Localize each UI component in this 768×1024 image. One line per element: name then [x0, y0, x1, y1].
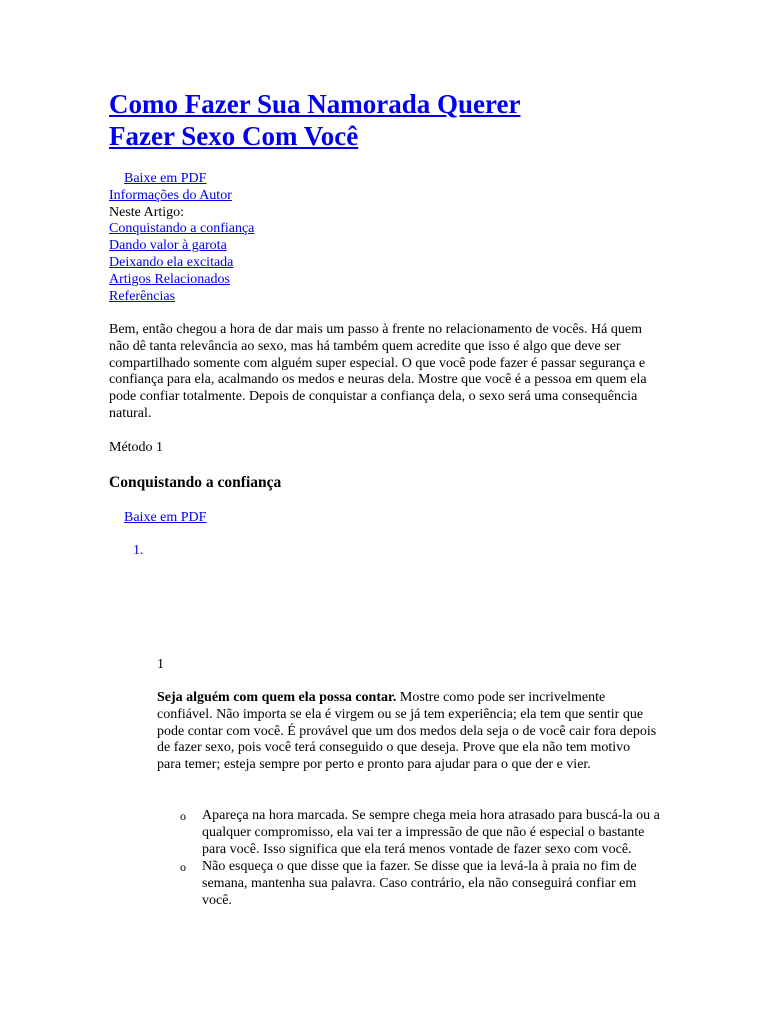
step-body: Mostre como pode ser incrivelmente confiável. Não importa se ela é virgem ou se já tem experiência; ela tem que sentir que pode contar com você. É provável que um dos medos dela seja o de você cair fora depois de fazer sexo, pois você terá conseguido o que deseja. Prove que ela não tem motivo para temer; esteja sempre por perto e pronto para ajudar para o que der e vier.	[157, 690, 657, 773]
page-title	[109, 88, 669, 152]
list-item	[180, 808, 660, 858]
bullet-text: Apareça na hora marcada. Se sempre chega meia hora atrasado para buscá-la ou a qualquer compromisso, ela vai ter a impressão de que não é especial o bastante para você. Isso significa que ela terá menos vontade de fazer sexo com você.	[202, 808, 660, 857]
title-line-2: Fazer Sexo Com Você	[109, 121, 359, 151]
section-heading: Conquistando a confiança	[109, 474, 282, 491]
article-label: Neste Artigo:	[109, 204, 185, 220]
bullet-marker: o	[180, 860, 186, 875]
toc-link-excitada[interactable]: Deixando ela excitada	[109, 254, 234, 270]
step-paragraph	[157, 690, 657, 774]
title-link[interactable]	[109, 89, 520, 151]
step-title: Seja alguém com quem ela possa contar.	[157, 690, 397, 705]
intro-paragraph: Bem, então chegou a hora de dar mais um passo à frente no relacionamento de vocês. Há quem não dê tanta relevância ao sexo, mas há também quem acredite que isso é algo que deve ser compartilhado somente com alguém super especial. O que você pode fazer é passar segurança e confiança para ela, acalmando os medos e neuras dela. Mostre que você é a pessoa em quem ela pode confiar totalmente. Depois de conquistar a confiança dela, o sexo será uma consequência natural.	[109, 322, 647, 421]
toc-link-confianca[interactable]: Conquistando a confiança	[109, 221, 255, 237]
section-download-pdf-link[interactable]: Baixe em PDF	[124, 510, 207, 525]
step-number: 1	[157, 657, 164, 672]
list-item	[180, 859, 660, 909]
step-bullet-list	[180, 808, 660, 911]
bullet-text: Não esqueça o que disse que ia fazer. Se disse que ia levá-la à praia no fim de semana, mantenha sua palavra. Caso contrário, ela não conseguirá confiar em você.	[202, 859, 637, 908]
toc-link-valor[interactable]: Dando valor à garota	[109, 238, 227, 254]
download-pdf-link[interactable]: Baixe em PDF	[124, 171, 207, 186]
toc-link-relacionados[interactable]: Artigos Relacionados	[109, 271, 230, 287]
ordered-list-number: 1.	[133, 543, 144, 558]
table-of-contents	[109, 171, 254, 305]
title-line-1: Como Fazer Sua Namorada Querer	[109, 89, 521, 119]
method-label: Método 1	[109, 440, 164, 455]
toc-link-referencias[interactable]: Referências	[109, 288, 176, 304]
author-info-link[interactable]: Informações do Autor	[109, 187, 232, 203]
bullet-marker: o	[180, 809, 186, 823]
